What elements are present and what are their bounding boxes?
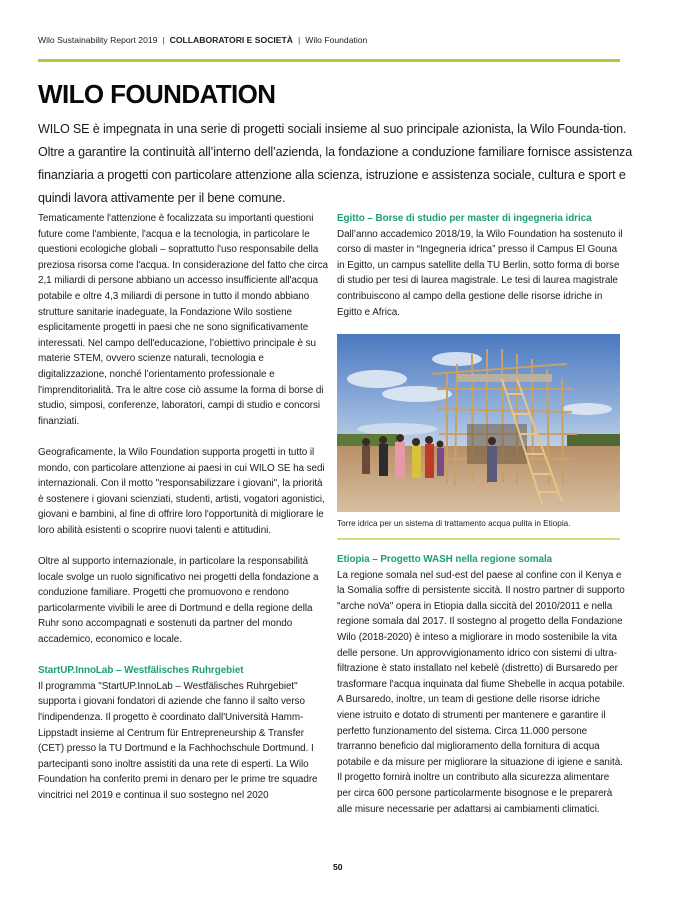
section-name: COLLABORATORI E SOCIETÀ bbox=[169, 35, 293, 45]
header-divider bbox=[38, 59, 620, 62]
photo-illustration bbox=[337, 334, 620, 512]
subsection-name: Wilo Foundation bbox=[305, 35, 368, 45]
startup-section bbox=[38, 663, 328, 803]
report-title: Wilo Sustainability Report 2019 bbox=[38, 35, 158, 45]
egypt-heading: Egitto – Borse di studio per master di ingegneria idrica bbox=[337, 213, 592, 224]
running-header bbox=[38, 35, 367, 45]
ethiopia-body: La regione somala nel sud-est del paese al confine con il Kenya e la Somalia soffre di persistente siccità. Il nostro partner di supporto "arche noVa" opera in Etiopia dalla siccità del 2010/2011 e nella regione somala dal 2017. Il sostegno al progetto della Fondazione Wilo (2018-2020) è inteso a migliorare in modo sostenibile la vita delle persone. Un approvvigionamento idrico con sistemi di ultra-filtrazione è stato installato nel kebelè (distretto) di Bursaredo per trasformare l'acqua inquinata dal fiume Shebelle in acqua potabile. A Bursaredo, inoltre, un team di gestione delle risorse idriche viene istruito e dotato di strumenti per mantenere e garantire il perfetto funzionamento del sistema. Circa 11.000 persone trarranno beneficio dal miglioramento della fornitura di acqua potabile e da misure per migliorare la situazione di igiene e sanità. Il progetto fornirà inoltre un contributo alla sicurezza alimentare per circa 600 persone particolarmente bisognose e le preparerà alle misure necessarie per adattarsi ai cambiamenti climatici. bbox=[337, 569, 625, 815]
photo-caption: Torre idrica per un sistema di trattamento acqua pulita in Etiopia. bbox=[337, 519, 571, 528]
body-paragraph: Geograficamente, la Wilo Foundation supporta progetti in tutto il mondo, con particolare attenzione ai paesi in cui WILO SE ha sedi internazionali. Con il motto "responsabilizzare i giovani", la priorità è sostenere i giovani scienziati, studenti, artisti, vogatori agonistici, giovani e bambini, al fine di offrire loro l'opportunità di migliorare le loro abilità esistenti o scoprire nuovi talenti e attitudini. bbox=[38, 446, 325, 536]
left-column bbox=[38, 211, 328, 804]
right-column-top bbox=[337, 211, 625, 320]
water-tower-photo bbox=[337, 334, 620, 512]
header-separator: | bbox=[298, 35, 301, 45]
ethiopia-heading: Etiopia – Progetto WASH nella regione somala bbox=[337, 554, 553, 565]
page-title: WILO FOUNDATION bbox=[38, 79, 276, 109]
caption-divider bbox=[337, 538, 620, 540]
startup-heading: StartUP.InnoLab – Westfälisches Ruhrgebiet bbox=[38, 665, 244, 677]
header-separator: | bbox=[162, 35, 165, 45]
intro-paragraph: WILO SE è impegnata in una serie di progetti sociali insieme al suo principale azionista, la Wilo Founda-tion. Oltre a garantire la continuità all’interno dell’azienda, la fondazione a conduzione familiare fornisce assistenza finanziaria a progetti con particolare attenzione alla scienza, istruzione e assistenza sociale, cultura e sport e quindi lavora attivamente per il bene comune. bbox=[38, 122, 633, 205]
right-column-bottom bbox=[337, 552, 625, 817]
body-paragraph: Oltre al supporto internazionale, in particolare la responsabilità locale svolge un ruolo significativo nei progetti della fondazione a conduzione familiare. Progetti che promuovono e rendono particolarmente vivibili le aree di Dortmund e della regione della Ruhr sono accompagnati e sostenuti da partner del mondo accademico, economico e locale. bbox=[38, 556, 319, 646]
egypt-body: Dall’anno accademico 2018/19, la Wilo Foundation ha sostenuto il corso di master in “Ingegneria idrica” presso il Campus El Gouna in Egitto, un campus satellite della TU Berlin, sotto forma di borse di studio per tesi di laurea magistrale. Le tesi di laurea magistrale contribuiscono al campo della gestione delle risorse idriche in Egitto e Africa. bbox=[337, 228, 623, 318]
startup-body: Il programma "StartUP.InnoLab – Westfälisches Ruhrgebiet" supporta i giovani fondatori di aziende che fanno il salto verso l'indipendenza. Il progetto è coordinato dall'Università Hamm-Lippstadt insieme al Centrum für Entrepreneurship & Transfer (CET) presso la TU Dortmund e la Fachhochschule Dortmund. I partecipanti sono inoltre assistiti da una rete di esperti. La Wilo Foundation ha conferito premi in denaro per le prime tre squadre vincitrici nel 2019 e continua il suo sostegno nel 2020 bbox=[38, 680, 318, 801]
page-number: 50 bbox=[333, 862, 343, 872]
body-paragraph: Tematicamente l'attenzione è focalizzata su importanti questioni future come l'ambiente, l'acqua e la tecnologia, in particolare le questioni ecologiche globali – soprattutto l'uso responsabile della preziosa risorsa come l'acqua. In considerazione del fatto che circa 2,1 miliardi di persone abbiano un accesso insufficiente all'acqua potabile e oltre 4,3 miliardi di persone in tutto il mondo abbiano strutture sanitarie inadeguate, la Fondazione Wilo sostiene esplicitamente progetti in paesi che ne sono significativamente interessati. Nel campo dell'educazione, l’obiettivo principale è su materie STEM, ovvero scienze naturali, tecnologia e digitalizzazione, nonché l’orientamento professionale e l'imprenditorialità. Tra le altre cose ciò assume la forma di borse di studio, simposi, conferenze, laboratori, campi di studio e concorsi finanziati. bbox=[38, 213, 328, 427]
